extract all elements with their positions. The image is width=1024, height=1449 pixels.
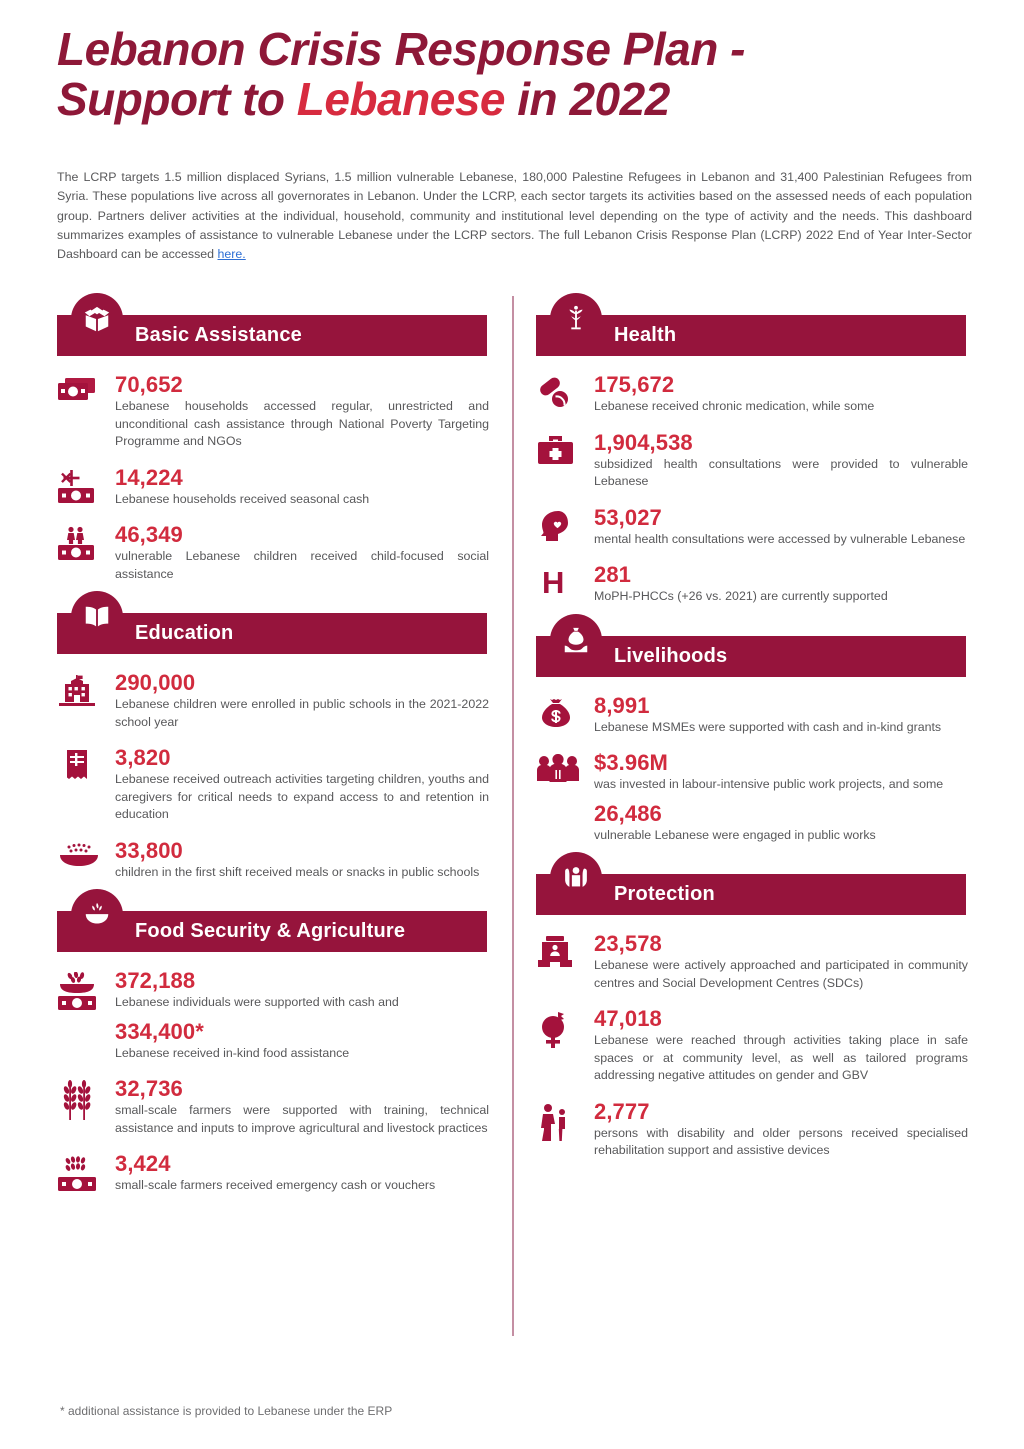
- stat-number: 33,800: [115, 837, 183, 863]
- workers-group-icon: [536, 750, 594, 788]
- open-book-icon: [71, 591, 123, 643]
- stat-body: [115, 968, 489, 1062]
- stat-body: [594, 1006, 968, 1085]
- stat-sub-number: 26,486: [594, 800, 662, 826]
- stat-body: [594, 693, 968, 737]
- open-box-icon: [71, 293, 123, 345]
- disability-person-icon: [536, 1099, 594, 1143]
- stat-row: [536, 562, 968, 606]
- stat-description: was invested in labour-intensive public work projects, and some: [594, 777, 944, 791]
- stat-row: [536, 693, 968, 737]
- stat-row: [536, 372, 968, 416]
- stats-list: [536, 915, 968, 1160]
- section-header-livelihoods: [536, 636, 966, 677]
- section-health: [536, 315, 968, 606]
- intro-text: The LCRP targets 1.5 million displaced Syrians, 1.5 million vulnerable Lebanese, 180,000 Palestine Refugees in Lebanon and 31,400 Palestinian Refugees from Syria. These populations live across all governorates in Lebanon. Under the LCRP, each sector targets its activities based on the assessed needs of each population group. Partners deliver activities at the individual, household, community and institutional level depending on the type of activity and the needs. This dashboard summarizes examples of assistance to vulnerable Lebanese under the LCRP sectors. The full Lebanon Crisis Response Plan (LCRP) 2022 End of Year Inter-Sector Dashboard can be accessed: [57, 170, 972, 262]
- stat-number: 32,736: [115, 1076, 183, 1101]
- stat-description: Lebanese received outreach activities targeting children, youths and caregivers for critical needs to expand access to and retention in education: [115, 772, 489, 821]
- stat-row: [57, 1151, 489, 1195]
- section-header-basic-assistance: [57, 315, 487, 356]
- stat-description: persons with disability and older persons received specialised rehabilitation support and assistive devices: [594, 1125, 968, 1157]
- stat-body: [115, 1076, 489, 1137]
- stat-description: Lebanese were actively approached and participated in community centres and Social Development Centres (SDCs): [594, 958, 968, 990]
- section-title: Health: [614, 324, 677, 346]
- stat-row: [57, 838, 489, 882]
- stat-description: mental health consultations were accessed by vulnerable Lebanese: [594, 531, 966, 546]
- intro-here-link[interactable]: here.: [217, 247, 246, 262]
- stat-body: [115, 670, 489, 731]
- letter-h-icon: [536, 562, 594, 598]
- stat-number: $3.96M: [594, 750, 668, 775]
- stat-number: 23,578: [594, 931, 662, 956]
- stats-list: [536, 677, 968, 845]
- stat-description: vulnerable Lebanese children received child-focused social assistance: [115, 549, 489, 581]
- stat-description: Lebanese MSMEs were supported with cash and in-kind grants: [594, 719, 942, 734]
- stat-sub-description: Lebanese received in-kind food assistance: [115, 1045, 350, 1060]
- stat-body: [115, 465, 489, 509]
- stat-number: 2,777: [594, 1098, 650, 1124]
- section-food-security-agriculture: [57, 911, 489, 1195]
- stat-number: 8,991: [594, 692, 650, 718]
- stat-number: 47,018: [594, 1006, 662, 1031]
- stat-number: 53,027: [594, 504, 662, 530]
- stat-body: [115, 372, 489, 451]
- stat-row: [57, 670, 489, 731]
- stat-row: [536, 505, 968, 549]
- stat-row: [536, 1006, 968, 1085]
- stat-description: Lebanese individuals were supported with cash and: [115, 995, 399, 1009]
- page-title: [57, 24, 957, 124]
- stat-row: [57, 522, 489, 583]
- money-bag-hands-icon: [550, 614, 602, 666]
- stat-row: [536, 1099, 968, 1160]
- title-line-2: [57, 74, 957, 124]
- section-header-education: [57, 613, 487, 654]
- stat-body: [594, 430, 968, 491]
- stat-body: [594, 931, 968, 992]
- section-title: Protection: [614, 883, 715, 905]
- left-column: [57, 295, 489, 1209]
- stat-row: [536, 430, 968, 491]
- stat-body: [115, 522, 489, 583]
- snowflake-banknote-icon: [57, 465, 115, 507]
- stats-list: [57, 654, 489, 881]
- stats-list: [536, 356, 968, 606]
- stat-body: [115, 838, 489, 882]
- section-header-protection: [536, 874, 966, 915]
- stat-description: Lebanese households received seasonal cash: [115, 491, 370, 506]
- stat-description: Lebanese were reached through activities taking place in safe spaces or at community level, as well as tailored programs addressing negative attitudes on gender and GBV: [594, 1033, 968, 1082]
- section-title: Education: [135, 622, 234, 644]
- stat-body: [594, 505, 968, 549]
- title-line-2-suffix: in 2022: [505, 73, 670, 125]
- medical-kit-icon: [536, 430, 594, 468]
- money-bag-icon: [536, 693, 594, 733]
- right-column: [536, 295, 968, 1174]
- hands-person-icon: [550, 852, 602, 904]
- wheat-stalks-icon: [57, 1076, 115, 1124]
- stat-row: [57, 465, 489, 509]
- stat-description: children in the first shift received meals or snacks in public schools: [115, 864, 480, 879]
- stat-description: MoPH-PHCCs (+26 vs. 2021) are currently supported: [594, 589, 888, 603]
- stat-row: [57, 1076, 489, 1137]
- stat-body: [594, 372, 968, 416]
- stat-sub-group: [594, 801, 968, 845]
- stat-row: [57, 372, 489, 451]
- stat-description: Lebanese received chronic medication, while some: [594, 399, 875, 413]
- section-title: Livelihoods: [614, 644, 728, 667]
- stat-number: 70,652: [115, 372, 183, 397]
- section-header-food-security: [57, 911, 487, 952]
- stat-row: [536, 750, 968, 844]
- stat-body: [594, 750, 968, 844]
- stat-sub-number: 334,400*: [115, 1018, 204, 1044]
- school-building-icon: [57, 670, 115, 708]
- stat-number: 14,224: [115, 464, 183, 490]
- section-title: Basic Assistance: [135, 324, 302, 346]
- stat-number: 3,820: [115, 745, 171, 770]
- head-heart-icon: [536, 505, 594, 543]
- stat-body: [594, 562, 968, 606]
- banknotes-icon: [57, 372, 115, 404]
- stat-description: Lebanese households accessed regular, unrestricted and unconditional cash assistance through National Poverty Targeting Programme and NGOs: [115, 399, 489, 448]
- stats-list: [57, 356, 489, 583]
- svg-text:H: H: [542, 566, 565, 598]
- bowl-wheat-icon: [71, 889, 123, 941]
- gender-symbol-icon: [536, 1006, 594, 1050]
- stat-number: 3,424: [115, 1151, 171, 1176]
- stat-row: [57, 745, 489, 824]
- title-accent-word: Lebanese: [296, 73, 505, 125]
- section-livelihoods: [536, 636, 968, 845]
- textbook-icon: [57, 745, 115, 783]
- stat-description: subsidized health consultations were provided to vulnerable Lebanese: [594, 456, 968, 488]
- caduceus-icon: [550, 293, 602, 345]
- stat-row: [536, 931, 968, 992]
- section-education: [57, 613, 489, 881]
- stat-description: Lebanese children were enrolled in public schools in the 2021-2022 school year: [115, 697, 489, 729]
- section-title: Food Security & Agriculture: [135, 920, 406, 942]
- stat-number: 290,000: [115, 670, 196, 695]
- community-centre-icon: [536, 931, 594, 969]
- intro-paragraph: [57, 168, 972, 264]
- children-banknote-icon: [57, 522, 115, 564]
- footnote: * additional assistance is provided to Lebanese under the ERP: [60, 1404, 393, 1418]
- stat-number: 281: [594, 562, 632, 587]
- section-protection: [536, 874, 968, 1160]
- title-line-1: Lebanon Crisis Response Plan -: [57, 23, 745, 75]
- food-bowl-banknote-icon: [57, 968, 115, 1014]
- food-bowl-icon: [57, 838, 115, 868]
- stat-sub-group: [115, 1019, 489, 1063]
- stat-number: 175,672: [594, 372, 675, 397]
- wheat-banknote-icon: [57, 1151, 115, 1195]
- stats-list: [57, 952, 489, 1195]
- section-basic-assistance: [57, 315, 489, 583]
- stat-row: [57, 968, 489, 1062]
- section-header-health: [536, 315, 966, 356]
- stat-description: small-scale farmers were supported with training, technical assistance and inputs to improve agricultural and livestock practices: [115, 1103, 489, 1135]
- stat-number: 46,349: [115, 522, 183, 547]
- stat-body: [115, 745, 489, 824]
- stat-number: 372,188: [115, 968, 196, 993]
- pills-capsule-icon: [536, 372, 594, 410]
- stat-body: [594, 1099, 968, 1160]
- title-line-2-prefix: Support to: [57, 73, 297, 125]
- stat-number: 1,904,538: [594, 429, 693, 455]
- stat-sub-description: vulnerable Lebanese were engaged in public works: [594, 827, 876, 842]
- stat-body: [115, 1151, 489, 1195]
- stat-description: small-scale farmers received emergency cash or vouchers: [115, 1178, 436, 1192]
- column-divider: [512, 296, 514, 1336]
